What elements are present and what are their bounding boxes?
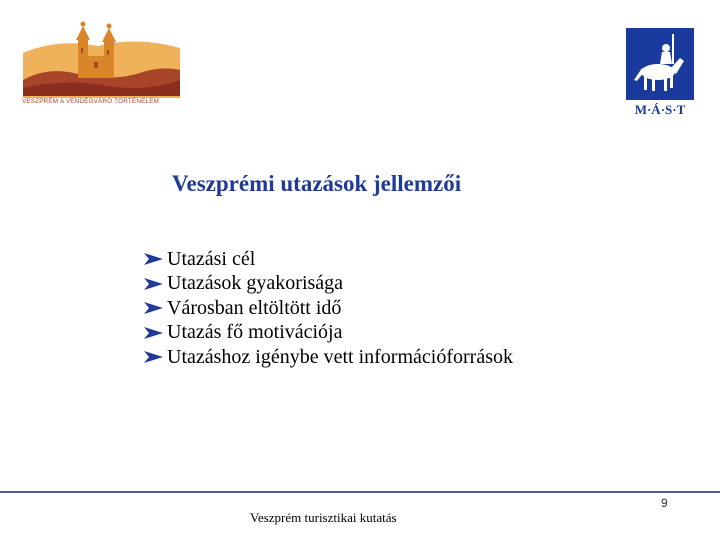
footer-text: Veszprém turisztikai kutatás [250,510,397,525]
arrow-bullet-icon [143,277,165,291]
mast-logo-label: M·Á·S·T [634,102,686,117]
arrow-bullet-icon [143,301,165,315]
bullet-item [143,247,513,272]
mast-horseman-logo [626,28,694,120]
bullet-item [143,321,513,346]
bullet-text: Utazási cél [167,247,256,270]
logo-caption: VESZPRÉM A VENDÉGVÁRÓ TÖRTÉNELEM [22,98,160,105]
bullet-item [143,345,513,370]
bullet-item [143,296,513,321]
footer-divider [0,491,720,493]
page-number: 9 [661,496,668,510]
bullet-text: Utazás fő motivációja [167,321,343,344]
slide-title: Veszprémi utazások jellemzői [172,171,462,196]
bullet-text: Városban eltöltött idő [167,296,342,319]
bullet-text: Utazáshoz igénybe vett információforrások [167,345,513,368]
arrow-bullet-icon [143,252,165,266]
bullet-list [143,247,513,370]
bullet-item [143,272,513,297]
bullet-text: Utazások gyakorisága [167,272,344,295]
arrow-bullet-icon [143,350,165,364]
arrow-bullet-icon [143,326,165,340]
